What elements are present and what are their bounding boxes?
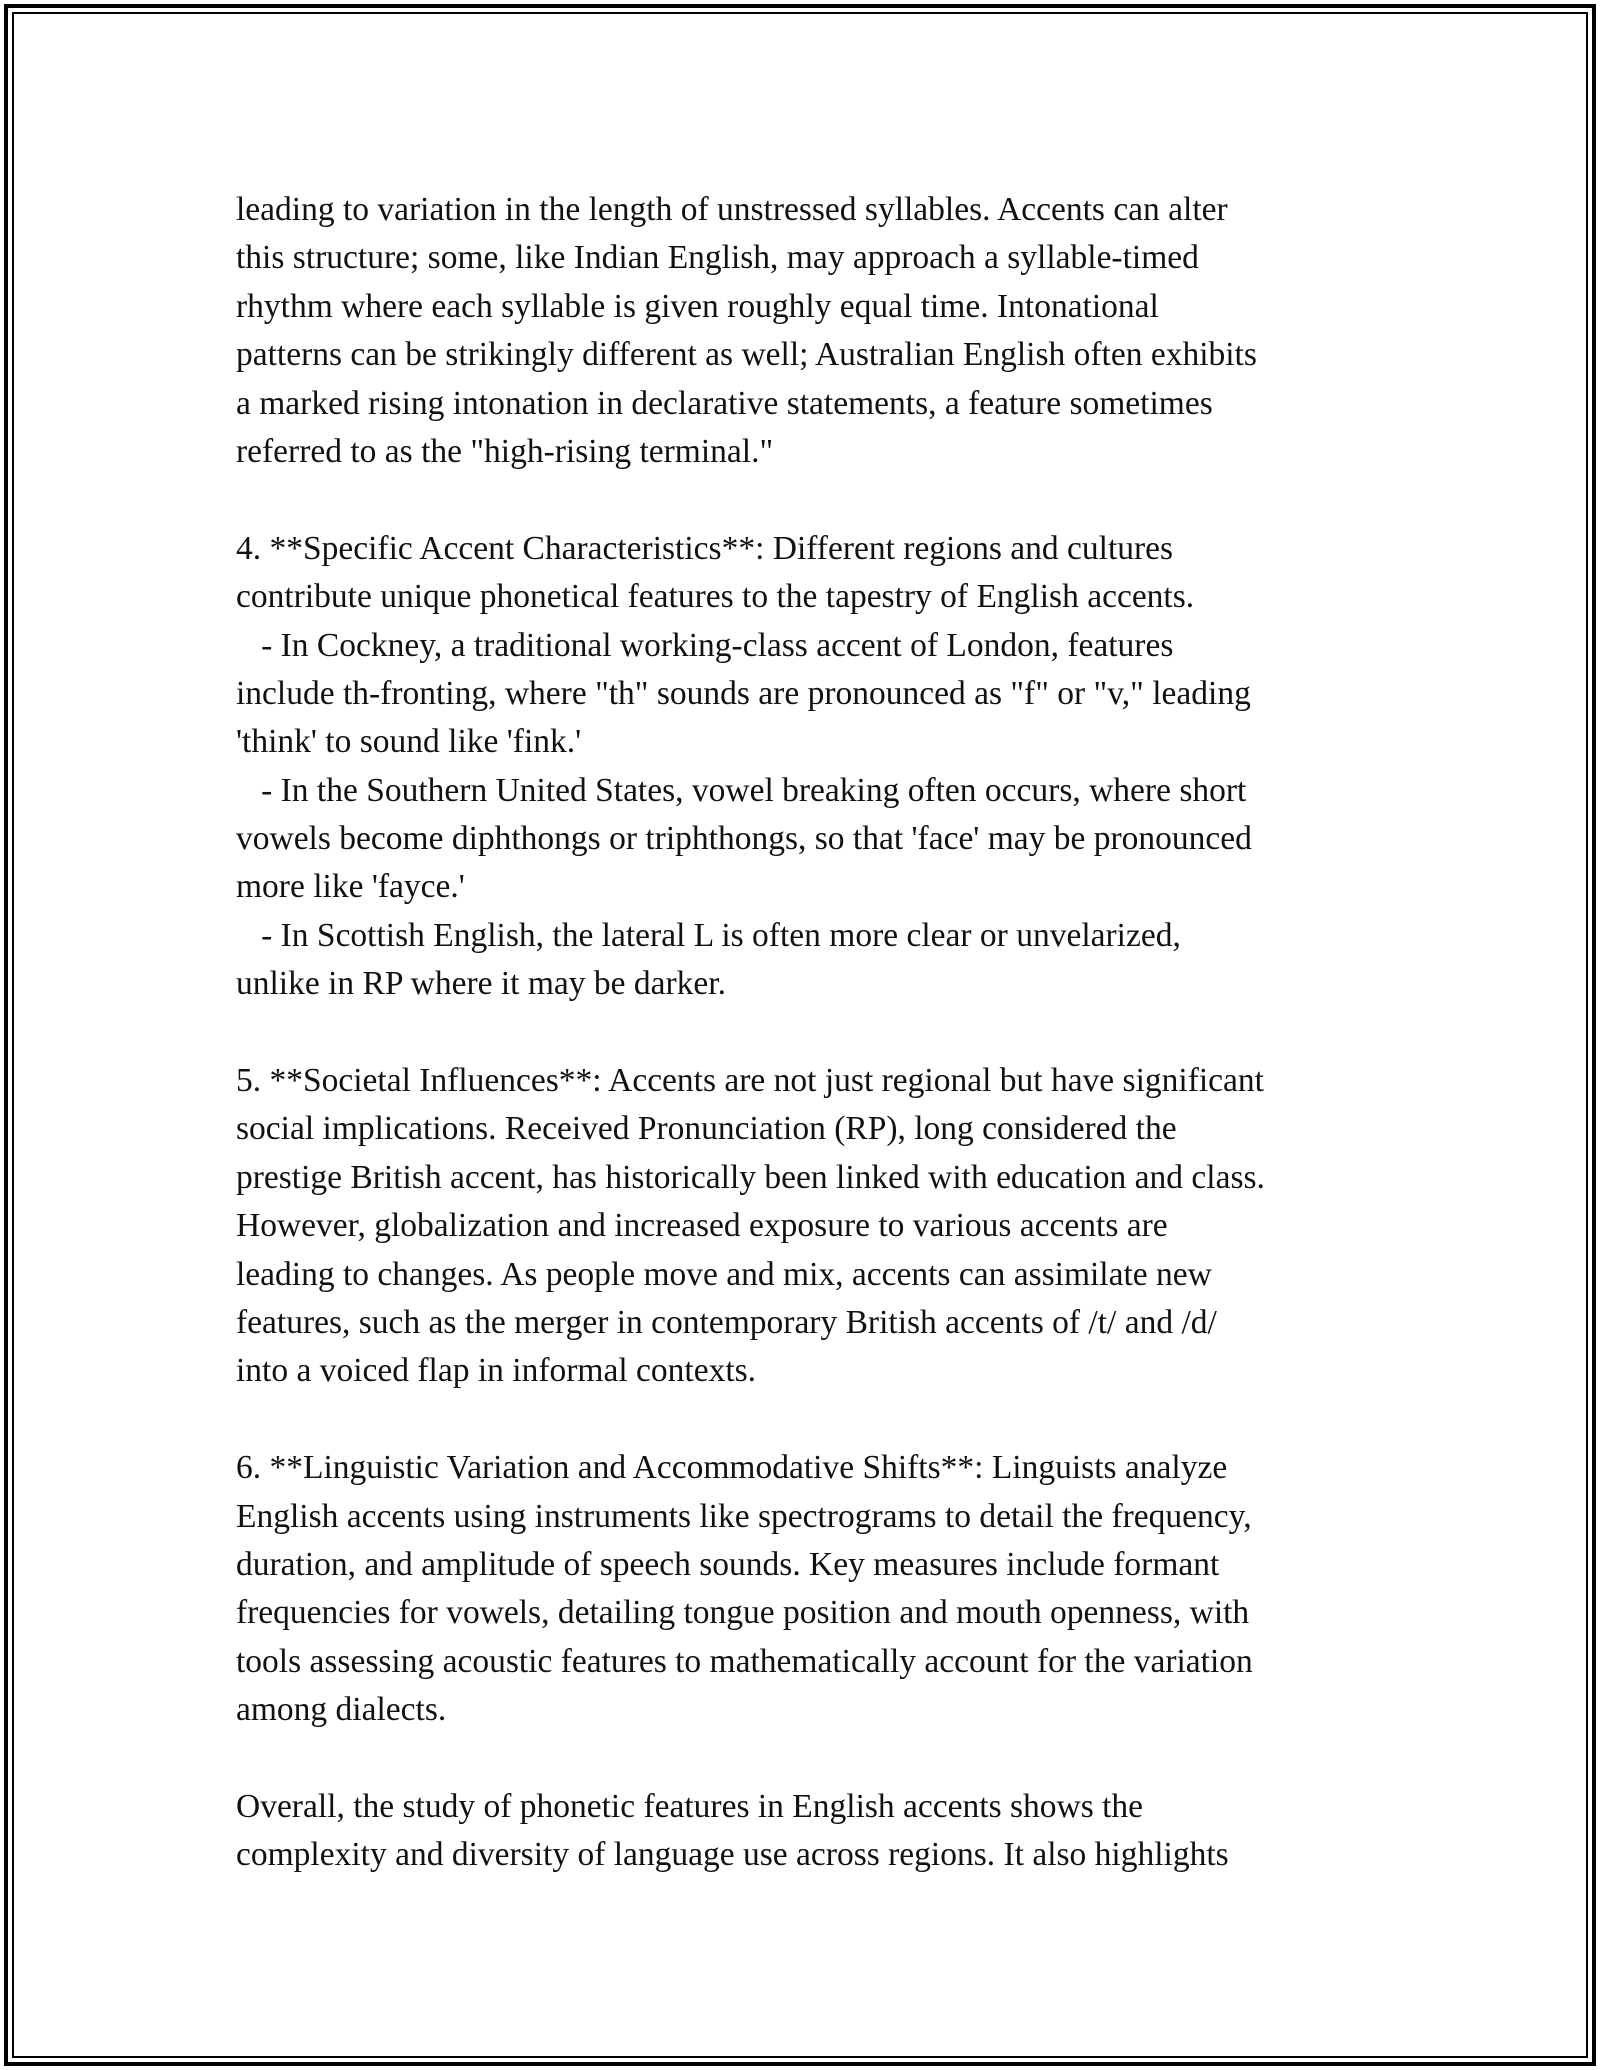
text-line: a marked rising intonation in declarative statements, a feature sometimes: [236, 384, 1213, 422]
text-line: include th-fronting, where "th" sounds are pronounced as "f" or "v," leading: [236, 674, 1251, 712]
paragraph-spacer: [236, 1396, 1386, 1444]
paragraph-specific-accent-characteristics: [236, 525, 1386, 1009]
text-line: Overall, the study of phonetic features in English accents shows the: [236, 1787, 1144, 1825]
paragraph-spacer: [236, 476, 1386, 524]
text-line: into a voiced flap in informal contexts.: [236, 1352, 757, 1390]
paragraph-linguistic-variation: [236, 1444, 1386, 1734]
text-line: vowels become diphthongs or triphthongs, so that 'face' may be pronounced: [236, 820, 1252, 858]
text-line: patterns can be strikingly different as well; Australian English often exhibits: [236, 336, 1257, 374]
text-line: duration, and amplitude of speech sounds. Key measures include formant: [236, 1545, 1220, 1583]
text-line: referred to as the "high-rising terminal.": [236, 432, 774, 470]
text-line: unlike in RP where it may be darker.: [236, 965, 726, 1003]
text-line: - In Scottish English, the lateral L is often more clear or unvelarized,: [236, 916, 1181, 954]
paragraph-overall: [236, 1783, 1386, 1880]
text-line: 6. **Linguistic Variation and Accommodative Shifts**: Linguists analyze: [236, 1449, 1228, 1487]
text-line: leading to changes. As people move and mix, accents can assimilate new: [236, 1255, 1212, 1293]
text-line: 4. **Specific Accent Characteristics**: Different regions and cultures: [236, 529, 1174, 567]
text-line: English accents using instruments like spectrograms to detail the frequency,: [236, 1497, 1252, 1535]
text-line: prestige British accent, has historically been linked with education and class.: [236, 1158, 1265, 1196]
text-line: tools assessing acoustic features to mathematically account for the variation: [236, 1642, 1253, 1680]
paragraph-rhythm-intonation: [236, 186, 1386, 476]
text-line: more like 'fayce.': [236, 868, 465, 906]
text-line: features, such as the merger in contemporary British accents of /t/ and /d/: [236, 1303, 1217, 1341]
body-text: [236, 186, 1386, 1880]
text-line: rhythm where each syllable is given roughly equal time. Intonational: [236, 287, 1159, 325]
paragraph-spacer: [236, 1009, 1386, 1057]
text-line: 5. **Societal Influences**: Accents are not just regional but have significant: [236, 1062, 1264, 1100]
paragraph-spacer: [236, 1735, 1386, 1783]
text-line: - In Cockney, a traditional working-class accent of London, features: [236, 626, 1174, 664]
text-line: complexity and diversity of language use across regions. It also highlights: [236, 1836, 1229, 1874]
text-line: social implications. Received Pronunciation (RP), long considered the: [236, 1110, 1177, 1148]
text-line: frequencies for vowels, detailing tongue position and mouth openness, with: [236, 1594, 1250, 1632]
paragraph-societal-influences: [236, 1057, 1386, 1396]
text-line: However, globalization and increased exposure to various accents are: [236, 1207, 1168, 1245]
text-line: 'think' to sound like 'fink.': [236, 723, 582, 761]
text-line: - In the Southern United States, vowel breaking often occurs, where short: [236, 771, 1247, 809]
text-line: this structure; some, like Indian English, may approach a syllable-timed: [236, 239, 1199, 277]
text-line: leading to variation in the length of unstressed syllables. Accents can alter: [236, 191, 1228, 228]
text-line: among dialects.: [236, 1691, 447, 1729]
text-line: contribute unique phonetical features to the tapestry of English accents.: [236, 578, 1195, 616]
